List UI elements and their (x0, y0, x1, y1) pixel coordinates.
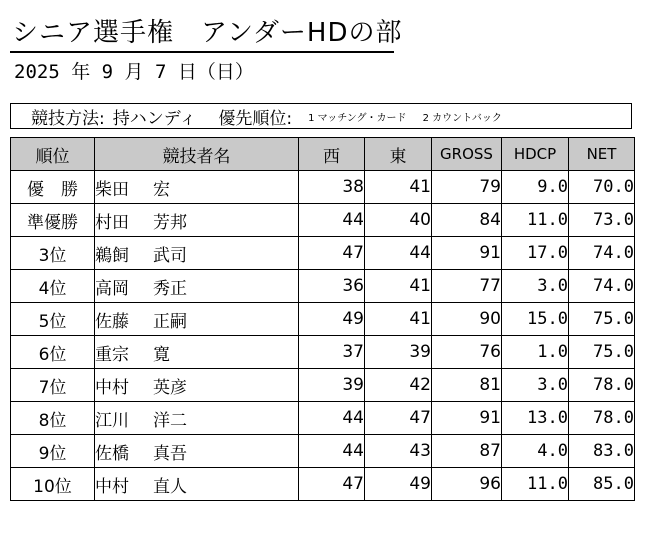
hdcp-cell: 17.0 (502, 237, 569, 270)
net-cell: 74.0 (569, 270, 635, 303)
rank-cell: 9位 (11, 435, 95, 468)
gross-cell: 81 (432, 369, 502, 402)
west-score-cell: 39 (299, 369, 365, 402)
player-surname: 江川 (95, 410, 129, 431)
gross-cell: 76 (432, 336, 502, 369)
table-row (11, 435, 635, 468)
player-surname: 鵜飼 (95, 245, 129, 266)
east-score-cell: 43 (365, 435, 432, 468)
priority-label: 優先順位: (218, 108, 293, 129)
player-given-name: 洋二 (153, 410, 187, 431)
player-name-cell (95, 369, 299, 402)
east-score-cell: 40 (365, 204, 432, 237)
hdcp-cell: 4.0 (502, 435, 569, 468)
table-row (11, 369, 635, 402)
player-given-name: 芳邦 (153, 212, 187, 233)
method-value: 持ハンディ (112, 108, 197, 129)
net-cell: 85.0 (569, 468, 635, 501)
rank-cell: 4位 (11, 270, 95, 303)
player-name-cell (95, 336, 299, 369)
player-surname: 佐藤 (95, 311, 129, 332)
player-name-cell (95, 303, 299, 336)
east-score-cell: 41 (365, 303, 432, 336)
player-surname: 重宗 (95, 344, 129, 365)
east-score-cell: 47 (365, 402, 432, 435)
player-name-cell (95, 270, 299, 303)
event-date: 2025 年 9 月 7 日（日） (14, 61, 254, 83)
player-surname: 村田 (95, 212, 129, 233)
player-surname: 中村 (95, 476, 129, 497)
player-name-cell (95, 171, 299, 204)
rank-cell: 準優勝 (11, 204, 95, 237)
east-score-cell: 39 (365, 336, 432, 369)
player-surname: 柴田 (95, 179, 129, 200)
player-given-name: 秀正 (153, 278, 187, 299)
west-score-cell: 49 (299, 303, 365, 336)
east-score-cell: 44 (365, 237, 432, 270)
table-row (11, 171, 635, 204)
player-given-name: 寛 (153, 344, 170, 365)
gross-cell: 91 (432, 402, 502, 435)
hdcp-cell: 3.0 (502, 369, 569, 402)
table-row (11, 303, 635, 336)
results-table (10, 137, 635, 501)
rank-cell: 5位 (11, 303, 95, 336)
gross-cell: 90 (432, 303, 502, 336)
east-score-cell: 49 (365, 468, 432, 501)
east-score-cell: 42 (365, 369, 432, 402)
player-surname: 高岡 (95, 278, 129, 299)
player-given-name: 真吾 (153, 443, 187, 464)
player-given-name: 英彦 (153, 377, 187, 398)
west-score-cell: 37 (299, 336, 365, 369)
col-net-header: NET (569, 138, 635, 171)
player-name-cell (95, 237, 299, 270)
header-row (11, 138, 635, 171)
west-score-cell: 36 (299, 270, 365, 303)
title-underline (10, 51, 394, 53)
west-score-cell: 44 (299, 402, 365, 435)
rank-cell: 優 勝 (11, 171, 95, 204)
col-east-header: 東 (365, 138, 432, 171)
col-rank-header: 順位 (11, 138, 95, 171)
results-body (11, 171, 635, 501)
gross-cell: 84 (432, 204, 502, 237)
gross-cell: 87 (432, 435, 502, 468)
col-west-header: 西 (299, 138, 365, 171)
player-given-name: 直人 (153, 476, 187, 497)
hdcp-cell: 1.0 (502, 336, 569, 369)
net-cell: 75.0 (569, 303, 635, 336)
player-name-cell (95, 402, 299, 435)
player-surname: 佐橋 (95, 443, 129, 464)
net-cell: 83.0 (569, 435, 635, 468)
net-cell: 74.0 (569, 237, 635, 270)
hdcp-cell: 15.0 (502, 303, 569, 336)
player-name-cell (95, 468, 299, 501)
gross-cell: 96 (432, 468, 502, 501)
rank-cell: 6位 (11, 336, 95, 369)
player-name-cell (95, 204, 299, 237)
hdcp-cell: 9.0 (502, 171, 569, 204)
west-score-cell: 47 (299, 468, 365, 501)
net-cell: 70.0 (569, 171, 635, 204)
gross-cell: 77 (432, 270, 502, 303)
net-cell: 78.0 (569, 369, 635, 402)
east-score-cell: 41 (365, 270, 432, 303)
west-score-cell: 44 (299, 204, 365, 237)
net-cell: 78.0 (569, 402, 635, 435)
player-name-cell (95, 435, 299, 468)
net-cell: 75.0 (569, 336, 635, 369)
rank-cell: 3位 (11, 237, 95, 270)
method-label: 競技方法: (31, 108, 105, 129)
competition-method-box (10, 103, 632, 129)
hdcp-cell: 3.0 (502, 270, 569, 303)
rank-cell: 7位 (11, 369, 95, 402)
net-cell: 73.0 (569, 204, 635, 237)
col-gross-header: GROSS (432, 138, 502, 171)
gross-cell: 79 (432, 171, 502, 204)
hdcp-cell: 13.0 (502, 402, 569, 435)
player-given-name: 武司 (153, 245, 187, 266)
page-title: シニア選手権 アンダーHDの部 (12, 18, 403, 48)
col-name-header: 競技者名 (95, 138, 299, 171)
col-hdcp-header: HDCP (502, 138, 569, 171)
player-given-name: 正嗣 (153, 311, 187, 332)
table-row (11, 336, 635, 369)
table-row (11, 468, 635, 501)
east-score-cell: 41 (365, 171, 432, 204)
rank-cell: 10位 (11, 468, 95, 501)
west-score-cell: 38 (299, 171, 365, 204)
player-given-name: 宏 (153, 179, 170, 200)
table-row (11, 402, 635, 435)
west-score-cell: 47 (299, 237, 365, 270)
table-row (11, 204, 635, 237)
hdcp-cell: 11.0 (502, 204, 569, 237)
priority-1: 1 マッチング・カード (308, 112, 407, 124)
table-row (11, 237, 635, 270)
table-row (11, 270, 635, 303)
gross-cell: 91 (432, 237, 502, 270)
hdcp-cell: 11.0 (502, 468, 569, 501)
player-surname: 中村 (95, 377, 129, 398)
west-score-cell: 44 (299, 435, 365, 468)
rank-cell: 8位 (11, 402, 95, 435)
priority-2: 2 カウントバック (422, 112, 502, 124)
